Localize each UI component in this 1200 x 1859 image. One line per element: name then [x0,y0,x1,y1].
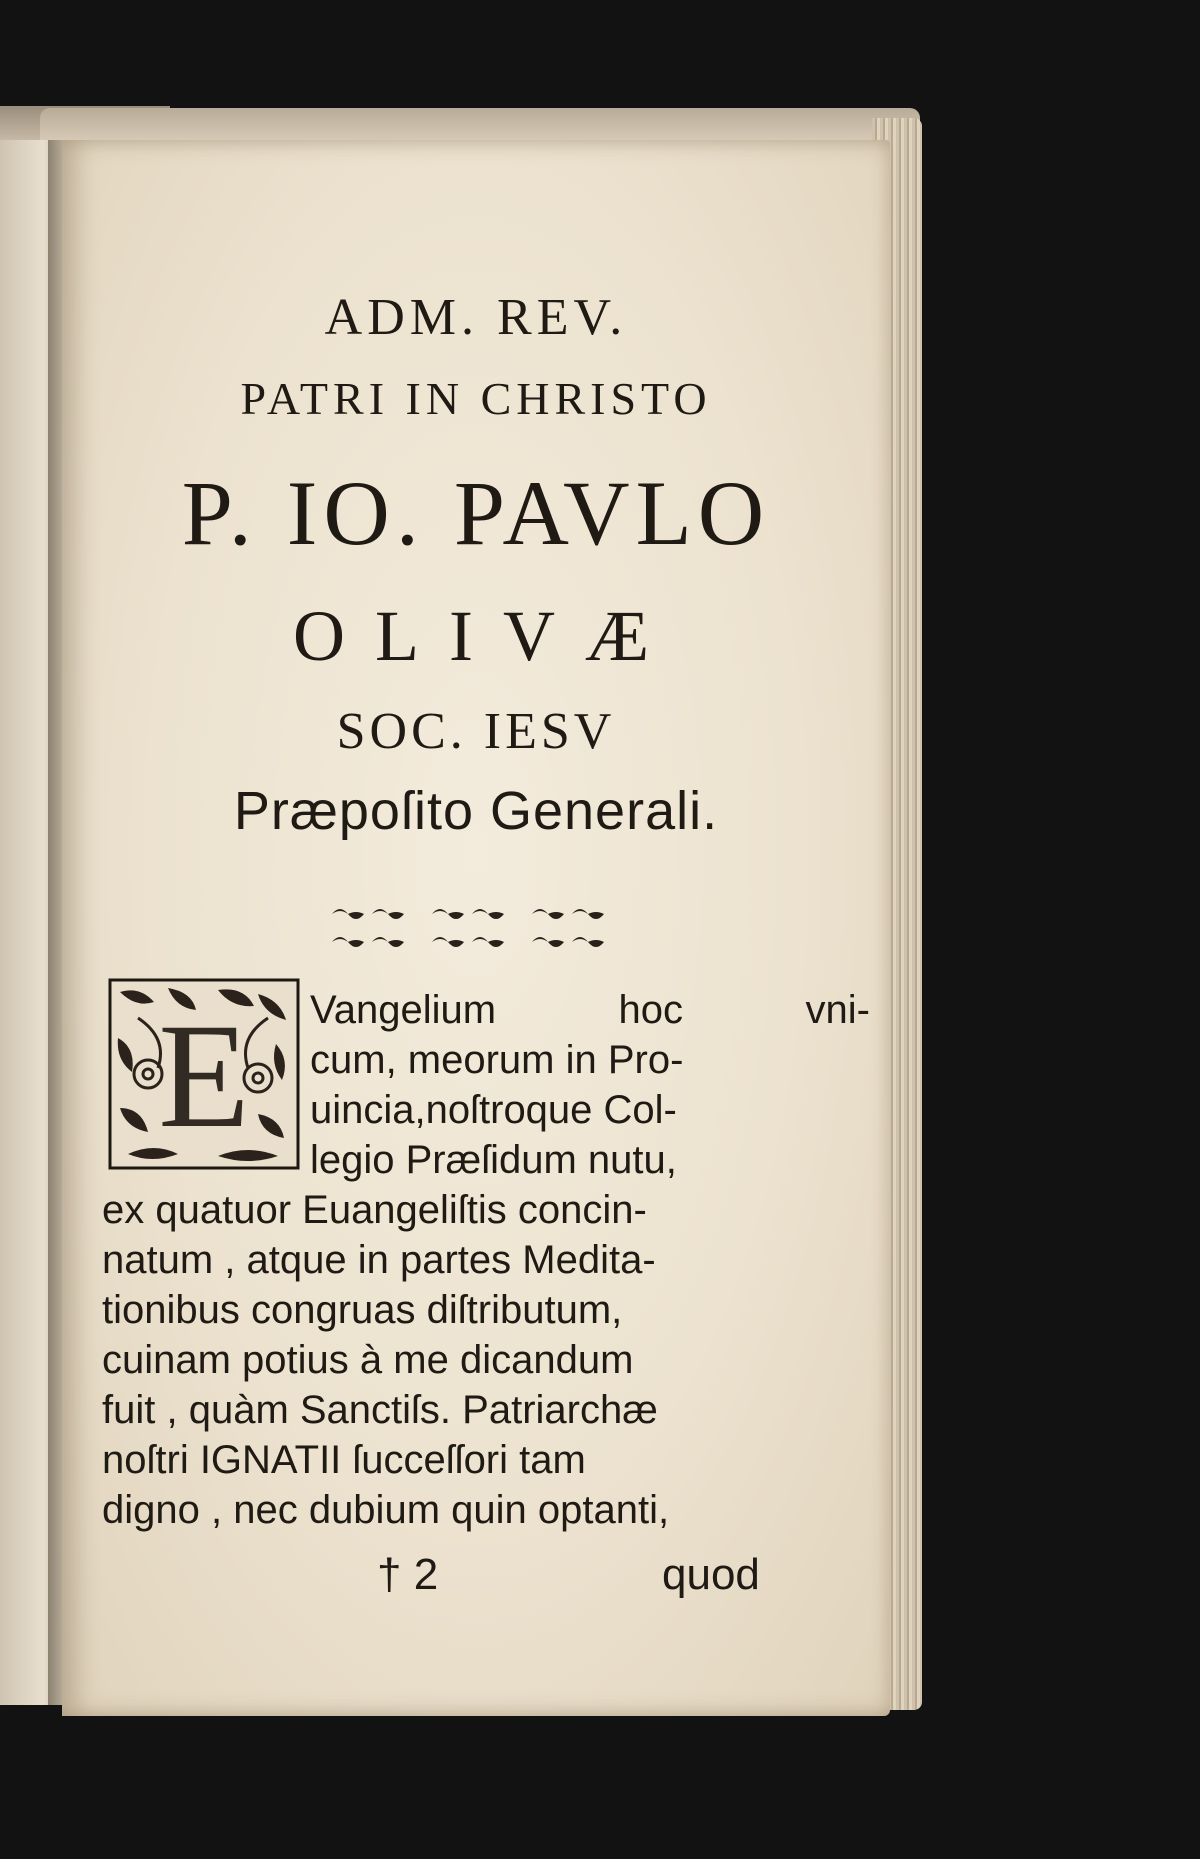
catchword: quod [662,1550,760,1599]
text-line: cuinam potius à me dicandum [102,1338,634,1382]
text-line: fuit , quàm Sanctiſs. Patriarchæ [102,1388,658,1432]
page-footer [102,1550,870,1610]
title-line-4: OLIVÆ [293,596,679,676]
title-line-6: Præpoſito Generali. [233,781,719,841]
text-line: ex quatuor Euangeliſtis concin- [102,1188,647,1232]
text-line: natum , atque in partes Medita- [102,1238,656,1282]
page-text [62,140,890,1716]
text-line: tionibus congruas diſtributum, [102,1288,623,1332]
printers-ornament [322,900,632,960]
title-line-5: SOC. IESV [336,703,616,760]
text-line: uincia,noſtroque Col- [310,1088,677,1132]
title-line-2: PATRI IN CHRISTO [240,373,712,424]
decorated-initial [108,978,300,1170]
text-line: Vangelium hoc vni- [310,988,870,1032]
title-line-1: ADM. REV. [324,289,628,346]
text-line: noſtri IGNATII ſucceſſori tam [102,1438,586,1482]
text-line: legio Præſidum nutu, [310,1138,677,1182]
text-line: cum, meorum in Pro- [310,1038,684,1082]
initial-letter: E [158,993,250,1159]
right-page [62,140,890,1716]
text-line: digno , nec dubium quin optanti, [102,1488,670,1532]
title-line-3: P. IO. PAVLO [181,462,771,564]
signature-mark: † 2 [377,1550,439,1599]
